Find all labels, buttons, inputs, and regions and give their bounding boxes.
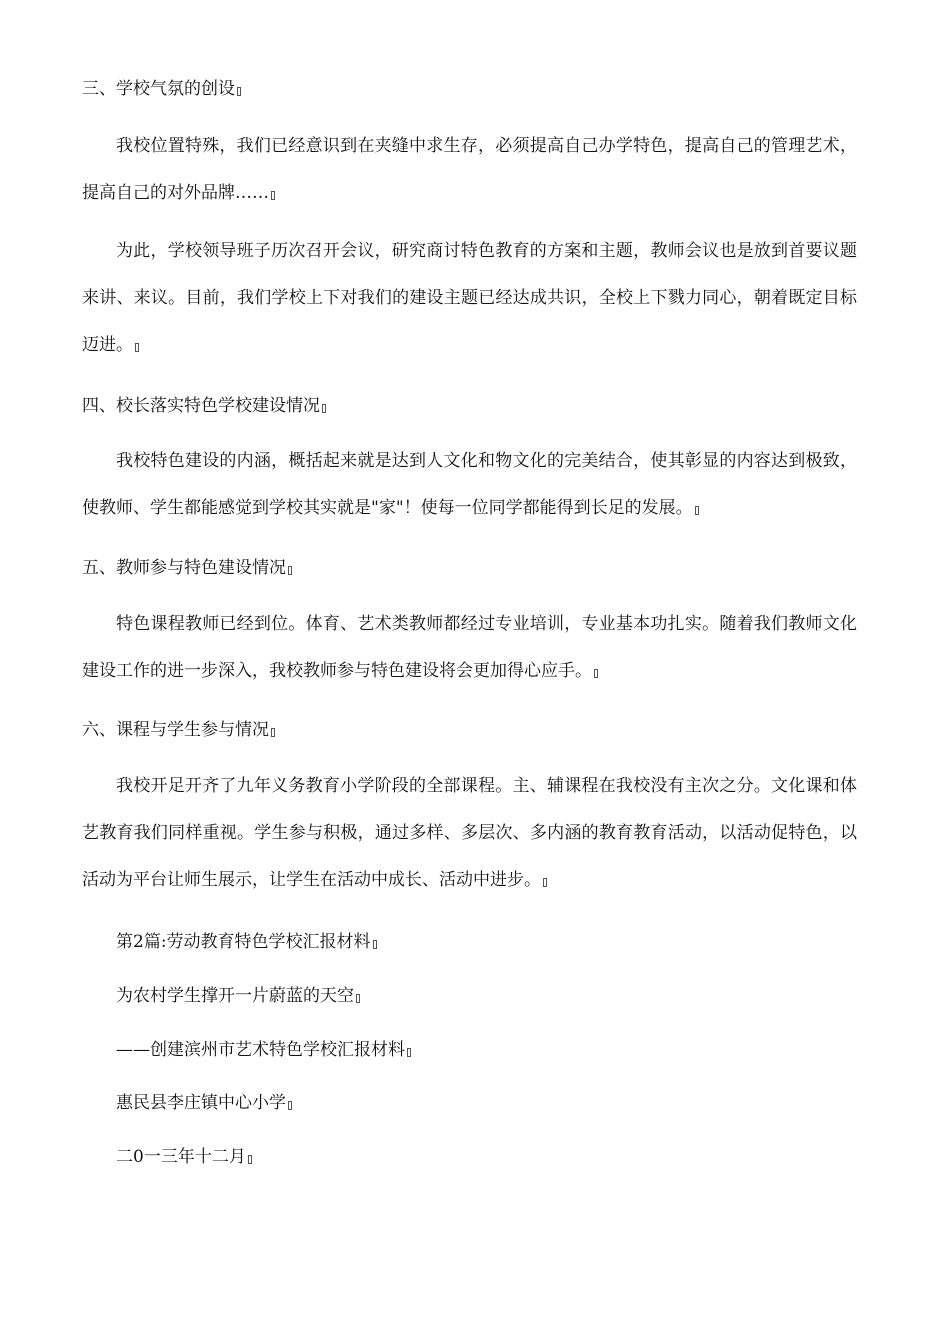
section-heading-3: 三、学校气氛的创设: [82, 76, 872, 103]
article-title: 第2篇:劳动教育特色学校汇报材料: [116, 929, 906, 956]
paragraph-mark-icon: [407, 1048, 411, 1057]
paragraph-mark-icon: [135, 343, 139, 352]
article-subtitle: 为农村学生撑开一片蔚蓝的天空: [116, 983, 906, 1010]
paragraph-mark-icon: [288, 566, 292, 575]
paragraph-mark-icon: [543, 878, 547, 887]
paragraph-mark-icon: [373, 940, 377, 949]
paragraph-mark-icon: [271, 728, 275, 737]
paragraph-mark-icon: [237, 87, 241, 96]
paragraph-mark-icon: [288, 1101, 292, 1110]
paragraph-mark-icon: [322, 404, 326, 413]
school-name: 惠民县李庄镇中心小学: [116, 1090, 906, 1117]
paragraph-2: 为此，学校领导班子历次召开会议，研究商讨特色教育的方案和主题，教师会议也是放到首要议题来讲、来议。目前，我们学校上下对我们的建设主题已经达成共识，全校上下戮力同心，朝着既定目标迈进。: [82, 241, 857, 355]
section-heading-4: 四、校长落实特色学校建设情况: [82, 393, 872, 420]
paragraph-mark-icon: [271, 191, 275, 200]
document-date: 二0一三年十二月: [116, 1144, 906, 1171]
paragraph-mark-icon: [356, 994, 360, 1003]
paragraph-4: 特色课程教师已经到位。体育、艺术类教师都经过专业培训，专业基本功扎实。随着我们教师文化建设工作的进一步深入，我校教师参与特色建设将会更加得心应手。: [82, 614, 857, 681]
paragraph-mark-icon: [248, 1155, 252, 1164]
paragraph-mark-icon: [594, 669, 598, 678]
section-heading-6: 六、课程与学生参与情况: [82, 717, 872, 744]
paragraph-5: 我校开足开齐了九年义务教育小学阶段的全部课程。主、辅课程在我校没有主次之分。文化课和体艺教育我们同样重视。学生参与积极，通过多样、多层次、多内涵的教育教育活动，以活动促特色，以活动为平台让师生展示，让学生在活动中成长、活动中进步。: [82, 776, 857, 890]
paragraph-mark-icon: [695, 506, 699, 515]
section-heading-5: 五、教师参与特色建设情况: [82, 555, 872, 582]
article-subheading: ——创建滨州市艺术特色学校汇报材料: [116, 1037, 906, 1064]
paragraph-3: 我校特色建设的内涵，概括起来就是达到人文化和物文化的完美结合，使其彰显的内容达到极致，使教师、学生都能感觉到学校其实就是"家"！使每一位同学都能得到长足的发展。: [82, 451, 857, 518]
paragraph-1: 我校位置特殊，我们已经意识到在夹缝中求生存，必须提高自己办学特色，提高自己的管理艺术，提高自己的对外品牌……: [82, 136, 857, 203]
